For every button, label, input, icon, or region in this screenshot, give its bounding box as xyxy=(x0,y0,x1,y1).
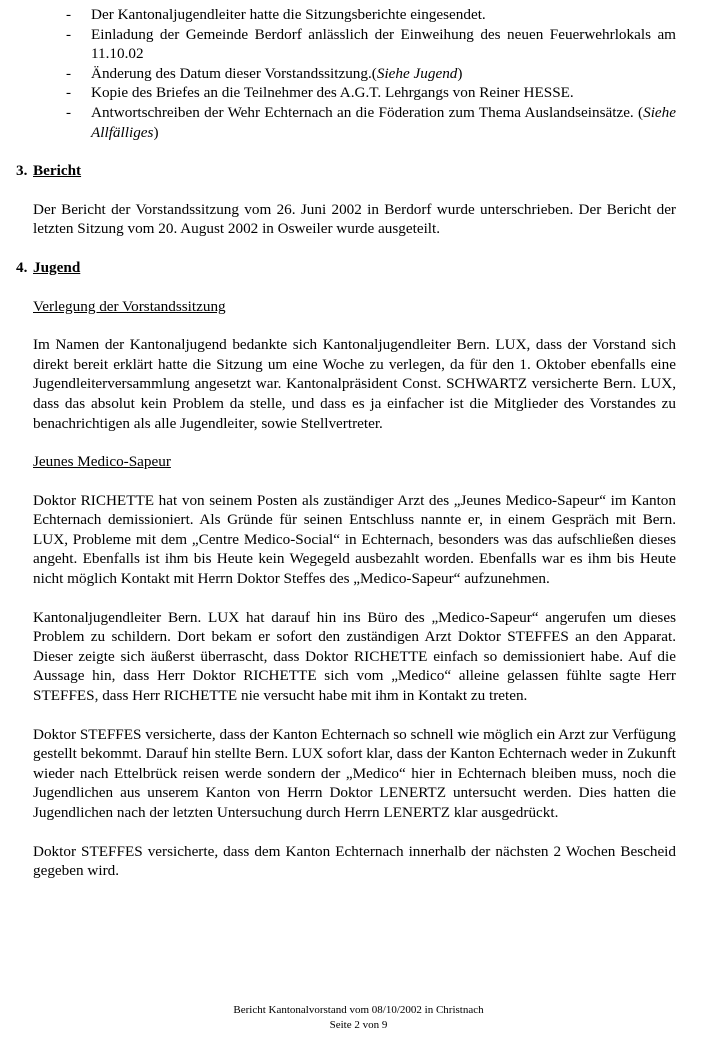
bullet-dash: - xyxy=(66,25,72,43)
section-title: Bericht xyxy=(33,162,82,180)
list-item-text-end: ) xyxy=(153,123,159,141)
list-item-text: Änderung des Datum dieser Vorstandssitzung.( xyxy=(91,64,377,82)
list-item xyxy=(16,64,676,84)
document-body xyxy=(16,5,676,881)
section-heading-bericht xyxy=(16,161,676,181)
list-item-text: Antwortschreiben der Wehr Echternach an die Föderation zum Thema Auslandseinsätze. ( xyxy=(91,103,644,121)
subsection-title: Verlegung der Vorstandssitzung xyxy=(33,297,226,315)
bullet-dash: - xyxy=(66,103,72,121)
list-item-text: Der Kantonaljugendleiter hatte die Sitzungsberichte eingesendet. xyxy=(91,6,486,23)
list-item-text-end: ) xyxy=(457,64,463,82)
list-item-reference: Siehe Jugend xyxy=(376,64,458,82)
list-item xyxy=(16,83,676,103)
footer-page-number: Seite 2 von 9 xyxy=(329,1019,388,1031)
bullet-dash: - xyxy=(66,64,72,82)
list-item xyxy=(16,25,676,64)
paragraph: Der Bericht der Vorstandssitzung vom 26. Juni 2002 in Berdorf wurde unterschrieben. Der Bericht der letzten Sitzung vom 20. August 2002 in Osweiler wurde ausgeteilt. xyxy=(33,200,676,238)
footer-report-title: Bericht Kantonalvorstand vom 08/10/2002 in Christnach xyxy=(233,1004,484,1016)
list-item-text: Einladung der Gemeinde Berdorf anlässlich der Einweihung des neuen Feuerwehrlokals am 11.10.02 xyxy=(91,25,676,63)
list-item xyxy=(16,5,676,25)
bullet-dash: - xyxy=(66,6,72,23)
page-footer xyxy=(0,1003,717,1033)
bullet-list xyxy=(16,5,676,142)
paragraph: Im Namen der Kantonaljugend bedankte sich Kantonaljugendleiter Bern. LUX, dass der Vorstand sich direkt bereit erklärt hatte die Sitzung um eine Woche zu verlegen, da für den 1. Oktober ebenfalls eine Jugendleiterversammlung angesetzt war. Kantonalpräsident Const. SCHWARTZ versicherte Bern. LUX, dass das absolut kein Problem da stelle, und dass es ja einfacher ist die Mitglieder des Vorstandes zu benachrichtigen als alle Jugendleiter, sowie Stellvertreter. xyxy=(33,336,676,432)
section-number: 3. xyxy=(16,162,28,180)
list-item-reference: Siehe Allfälliges xyxy=(91,103,676,141)
section-title: Jugend xyxy=(33,258,81,276)
section-number: 4. xyxy=(16,258,28,276)
paragraph: Kantonaljugendleiter Bern. LUX hat darauf hin ins Büro des „Medico-Sapeur“ angerufen um dieses Problem zu schildern. Dort bekam er sofort den zuständigen Arzt Doktor STEFFES an den Apparat. Dieser zeigte sich äußerst überrascht, dass Doktor RICHETTE einfach so demissioniert habe. Auf die Aussage hin, dass Herr Doktor RICHETTE sich vom „Medico“ alleine gelassen fühlte sagte Herr STEFFES, dass Herr RICHETTE nie versucht habe mit ihm in Kontakt zu treten. xyxy=(33,608,676,705)
bullet-dash: - xyxy=(66,84,72,102)
paragraph: Doktor STEFFES versicherte, dass der Kanton Echternach so schnell wie möglich ein Arzt zur Verfügung gestellt bekommt. Darauf hin stellte Bern. LUX sofort klar, dass der Kanton Echternach weder in Zukunft wieder nach Ettelbrück reisen werde sondern der „Medico“ hier in Echternach bleiben muss, noch die Jugendlichen aus unserem Kanton von Herrn Doktor LENERTZ untersucht werden. Dies hatten die Jugendlichen nach der letzten Untersuchung durch Herrn LENERTZ klar ausgedrückt. xyxy=(33,725,676,821)
list-item-text: Kopie des Briefes an die Teilnehmer des A.G.T. Lehrgangs von Reiner HESSE. xyxy=(91,84,574,102)
paragraph: Doktor STEFFES versicherte, dass dem Kanton Echternach innerhalb der nächsten 2 Wochen Bescheid gegeben wird. xyxy=(33,842,676,880)
list-item xyxy=(16,103,676,142)
subsection-title: Jeunes Medico-Sapeur xyxy=(33,453,171,471)
section-heading-jugend xyxy=(16,258,676,278)
paragraph: Doktor RICHETTE hat von seinem Posten als zuständiger Arzt des „Jeunes Medico-Sapeur“ im Kanton Echternach demissioniert. Als Gründe für seinen Entschluss nannte er, in einem Gespräch mit Bern. LUX, Probleme mit dem „Centre Medico-Social“ in Echternach, besonders was das aufschließen dieses angeht. Ebenfalls ist ihm bis Heute kein Wegegeld ausbezahlt worden. Ebenfalls war es ihm bis Heute nicht möglich Kontakt mit Herrn Doktor Steffes des „Medico-Sapeur“ aufzunehmen. xyxy=(33,491,676,588)
